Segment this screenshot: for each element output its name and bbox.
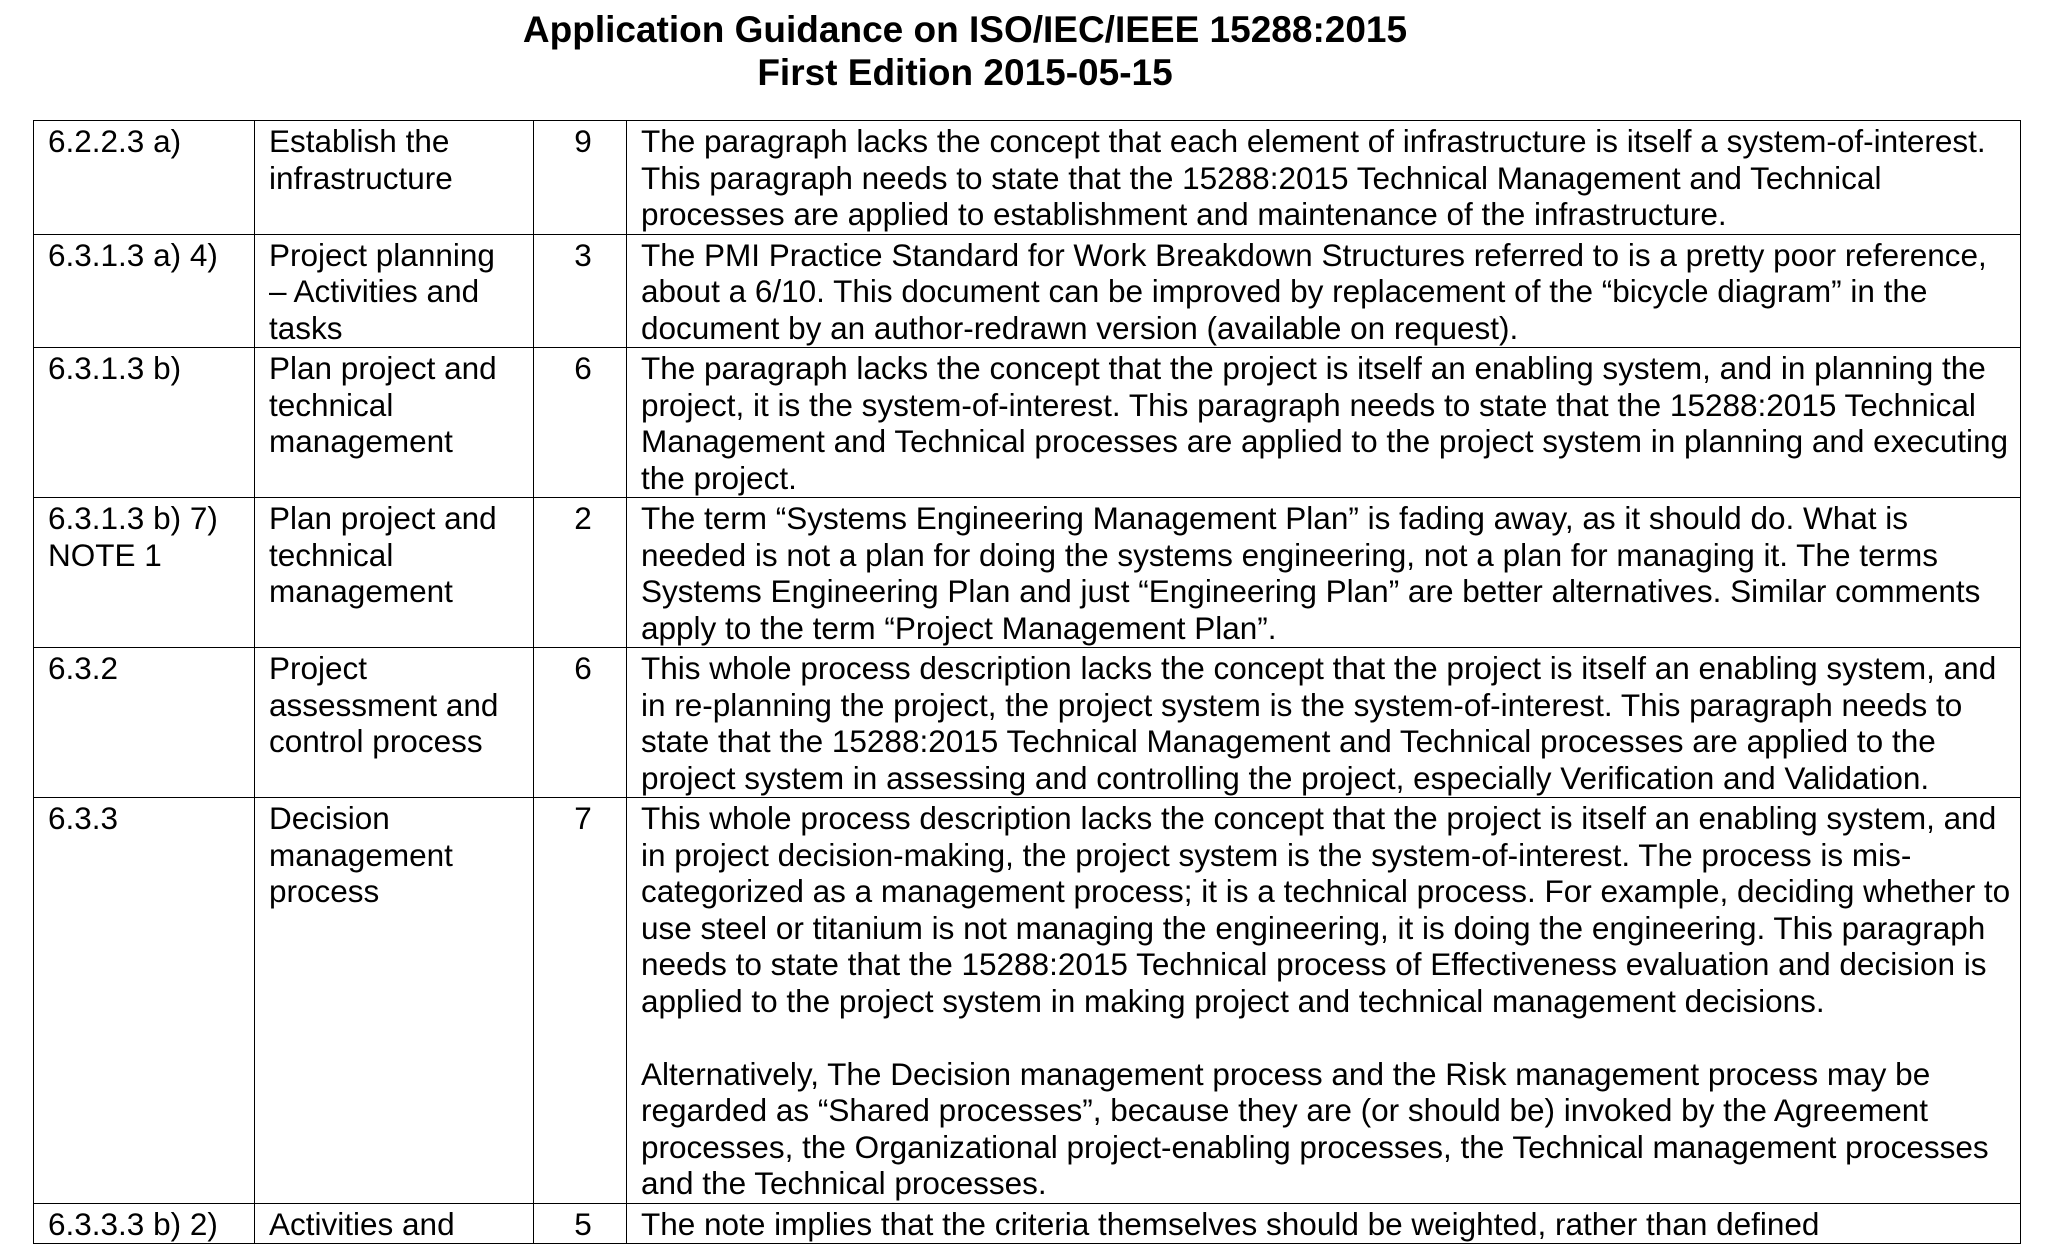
- comment-cell: [627, 498, 2021, 648]
- comment-text: The term “Systems Engineering Management Plan” is fading away, as it should do. What is needed is not a plan for doing the systems engineering, not a plan for managing it. The terms Systems Engineering Plan and just “Engineering Plan” are better alternatives. Similar comments apply to the term “Project Management Plan”.: [641, 500, 1981, 646]
- comment-cell: [627, 798, 2021, 1204]
- clause-text: 6.2.2.3 a): [48, 123, 182, 159]
- clause-text: 6.3.3: [48, 800, 119, 836]
- topic-cell: [255, 1203, 534, 1244]
- clause-text: 6.3.1.3 b) 7) NOTE 1: [48, 500, 218, 573]
- clause-text: 6.3.1.3 a) 4): [48, 236, 218, 273]
- comment-cell: [627, 121, 2021, 235]
- score-cell: [534, 121, 627, 235]
- comment-cell: [627, 234, 2021, 348]
- score-text: 5: [574, 1205, 592, 1242]
- clause-cell: [34, 1203, 255, 1244]
- score-cell: [534, 648, 627, 798]
- comment-text: The paragraph lacks the concept that each element of infrastructure is itself a system-of-interest. This paragraph needs to state that the 15288:2015 Technical Management and Technical processes are applied to establishment and maintenance of the infrastructure.: [641, 123, 1986, 232]
- comments-table: [33, 120, 2021, 1244]
- topic-cell: [255, 648, 534, 798]
- comment-cell: [627, 648, 2021, 798]
- score-cell: [534, 348, 627, 498]
- topic-text: Establish the infrastructure: [269, 123, 453, 196]
- comment-text-2: Alternatively, The Decision management process and the Risk management process may be regarded as “Shared processes”, because they are (or should be) invoked by the Agreement processes, the Organizational project-enabling processes, the Technical management processes and the Technical processes.: [641, 1055, 1989, 1201]
- topic-text: Activities and: [269, 1205, 455, 1242]
- table-row: [34, 1203, 2021, 1244]
- comment-text: The note implies that the criteria themselves should be weighted, rather than defined: [641, 1205, 1820, 1242]
- table-row: [34, 234, 2021, 348]
- title-line-1: Application Guidance on ISO/IEC/IEEE 15288:2015: [522, 9, 1408, 50]
- clause-cell: [34, 121, 255, 235]
- score-text: 7: [574, 800, 592, 836]
- topic-text: Plan project and technical management: [269, 350, 497, 459]
- clause-cell: [34, 234, 255, 348]
- comment-text: This whole process description lacks the concept that the project is itself an enabling system, and in project decision-making, the project system is the system-of-interest. The process is mis-categorized as a management process; it is a technical process. For example, deciding whether to use steel or titanium is not managing the engineering, it is doing the engineering. This paragraph needs to state that the 15288:2015 Technical process of Effectiveness evaluation and decision is applied to the project system in making project and technical management decisions.: [641, 800, 2011, 1019]
- comment-text: The paragraph lacks the concept that the project is itself an enabling system, and in planning the project, it is the system-of-interest. This paragraph needs to state that the 15288:2015 Technical Management and Technical processes are applied to the project system in planning and executing the project.: [641, 350, 2009, 496]
- comment-text: The PMI Practice Standard for Work Breakdown Structures referred to is a pretty poor reference, about a 6/10. This document can be improved by replacement of the “bicycle diagram” in the document by an author-redrawn version (available on request).: [641, 236, 1987, 346]
- table-row: [34, 348, 2021, 498]
- topic-cell: [255, 798, 534, 1204]
- score-text: 3: [574, 236, 592, 273]
- comment-cell: [627, 1203, 2021, 1244]
- topic-text: Project assessment and control process: [269, 650, 499, 759]
- clause-cell: [34, 648, 255, 798]
- topic-text: Decision management process: [269, 800, 453, 909]
- score-cell: [534, 798, 627, 1204]
- table-row: [34, 121, 2021, 235]
- table-row: [34, 498, 2021, 648]
- score-text: 6: [574, 350, 592, 386]
- clause-text: 6.3.1.3 b): [48, 350, 182, 386]
- comment-text: This whole process description lacks the concept that the project is itself an enabling system, and in re-planning the project, the project system is the system-of-interest. This paragraph needs to state that the 15288:2015 Technical Management and Technical processes are applied to the project system in assessing and controlling the project, especially Verification and Validation.: [641, 650, 1997, 796]
- topic-cell: [255, 234, 534, 348]
- score-cell: [534, 234, 627, 348]
- title-line-2: First Edition 2015-05-15: [757, 52, 1173, 93]
- topic-cell: [255, 498, 534, 648]
- score-text: 6: [574, 650, 592, 686]
- clause-cell: [34, 498, 255, 648]
- table-row: [34, 798, 2021, 1204]
- table-row: [34, 648, 2021, 798]
- score-cell: [534, 1203, 627, 1244]
- score-text: 2: [574, 500, 592, 536]
- clause-cell: [34, 798, 255, 1204]
- clause-cell: [34, 348, 255, 498]
- clause-text: 6.3.3.3 b) 2): [48, 1205, 218, 1242]
- topic-text: Project planning – Activities and tasks: [269, 236, 495, 346]
- comment-cell: [627, 348, 2021, 498]
- document-title: [0, 8, 1930, 94]
- score-text: 9: [574, 123, 592, 159]
- topic-cell: [255, 348, 534, 498]
- topic-cell: [255, 121, 534, 235]
- clause-text: 6.3.2: [48, 650, 119, 686]
- topic-text: Plan project and technical management: [269, 500, 497, 609]
- score-cell: [534, 498, 627, 648]
